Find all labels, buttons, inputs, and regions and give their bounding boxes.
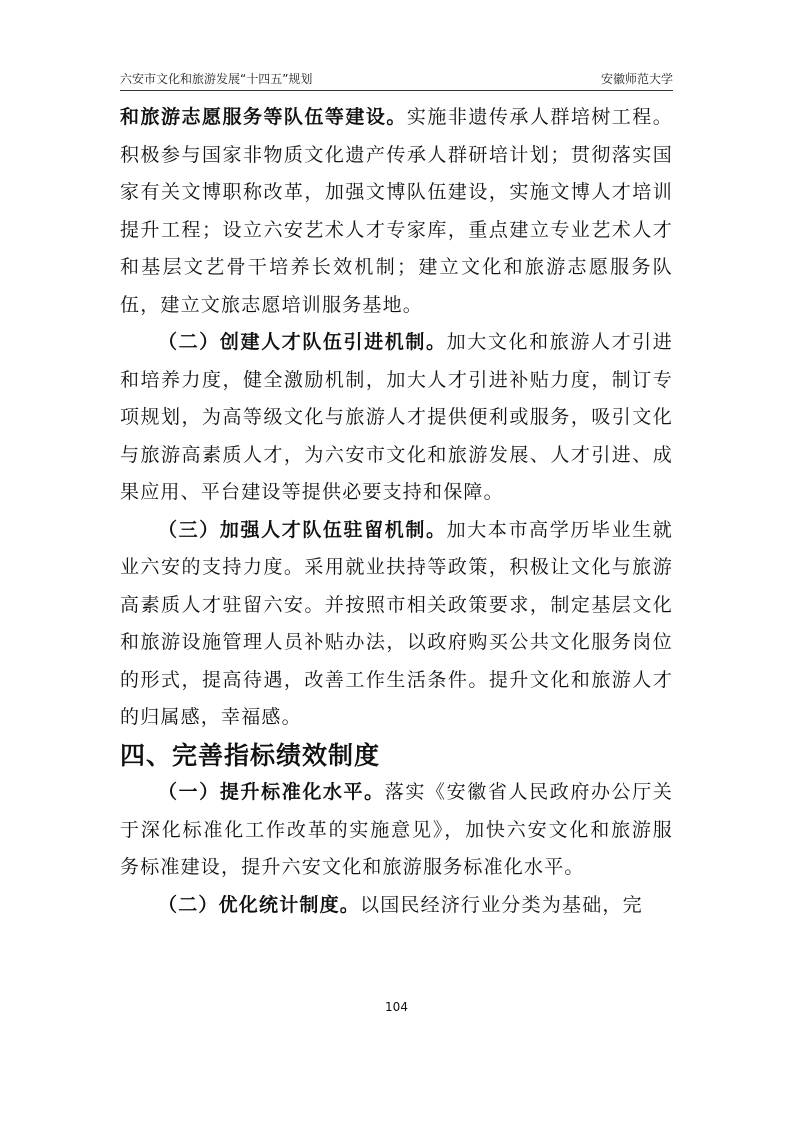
section-heading: 四、完善指标绩效制度	[120, 740, 381, 770]
paragraph-lead: （一）提升标准化水平。	[158, 781, 385, 803]
paragraph-talent-introduction	[120, 324, 673, 512]
paragraph-text: 加大文化和旅游人才引进和培养力度，健全激励机制，加大人才引进补贴力度，制订专项规划，为高等级文化与旅游人才提供便利或服务，吸引文化与旅游高素质人才，为六安市文化和旅游发展、人才引进、成果应用、平台建设等提供必要支持和保障。	[120, 331, 674, 503]
paragraph-volunteer-teams	[120, 99, 673, 324]
paragraph-lead: （二）优化统计制度。	[158, 893, 361, 916]
paragraph-text: 以国民经济行业分类为基础，完	[360, 893, 643, 916]
running-header	[120, 66, 673, 91]
page-number: 104	[385, 1000, 408, 1014]
paragraph-talent-retention	[120, 512, 673, 737]
paragraph-statistics	[120, 887, 673, 925]
header-doc-title: 六安市文化和旅游发展“十四五”规划	[120, 72, 313, 86]
paragraph-text: 实施非遗传承人群培树工程。积极参与国家非物质文化遗产传承人群研培计划；贯彻落实国家有关文博职称改革，加强文博队伍建设，实施文博人才培训提升工程；设立六安艺术人才专家库，重点建立专业艺术人才和基层文艺骨干培养长效机制；建立文化和旅游志愿服务队伍，建立文旅志愿培训服务基地。	[120, 106, 673, 316]
paragraph-text: 落实《安徽省人民政府办公厅关于深化标准化工作改革的实施意见》，加快六安文化和旅游服务标准建设，提升六安文化和旅游服务标准化水平。	[120, 781, 673, 878]
paragraph-lead: （三）加强人才队伍驻留机制。	[158, 518, 447, 541]
paragraph-standardization	[120, 774, 673, 887]
paragraph-lead: 和旅游志愿服务等队伍等建设。	[120, 106, 407, 128]
header-institution: 安徽师范大学	[600, 72, 673, 86]
paragraph-text: 加大本市高学历毕业生就业六安的支持力度。采用就业扶持等政策，积极让文化与旅游高素质人才驻留六安。并按照市相关政策要求，制定基层文化和旅游设施管理人员补贴办法，以政府购买公共文化服务岗位的形式，提高待遇，改善工作生活条件。提升文化和旅游人才的归属感，幸福感。	[120, 518, 674, 728]
paragraph-lead: （二）创建人才队伍引进机制。	[158, 331, 447, 353]
document-body	[120, 99, 673, 924]
